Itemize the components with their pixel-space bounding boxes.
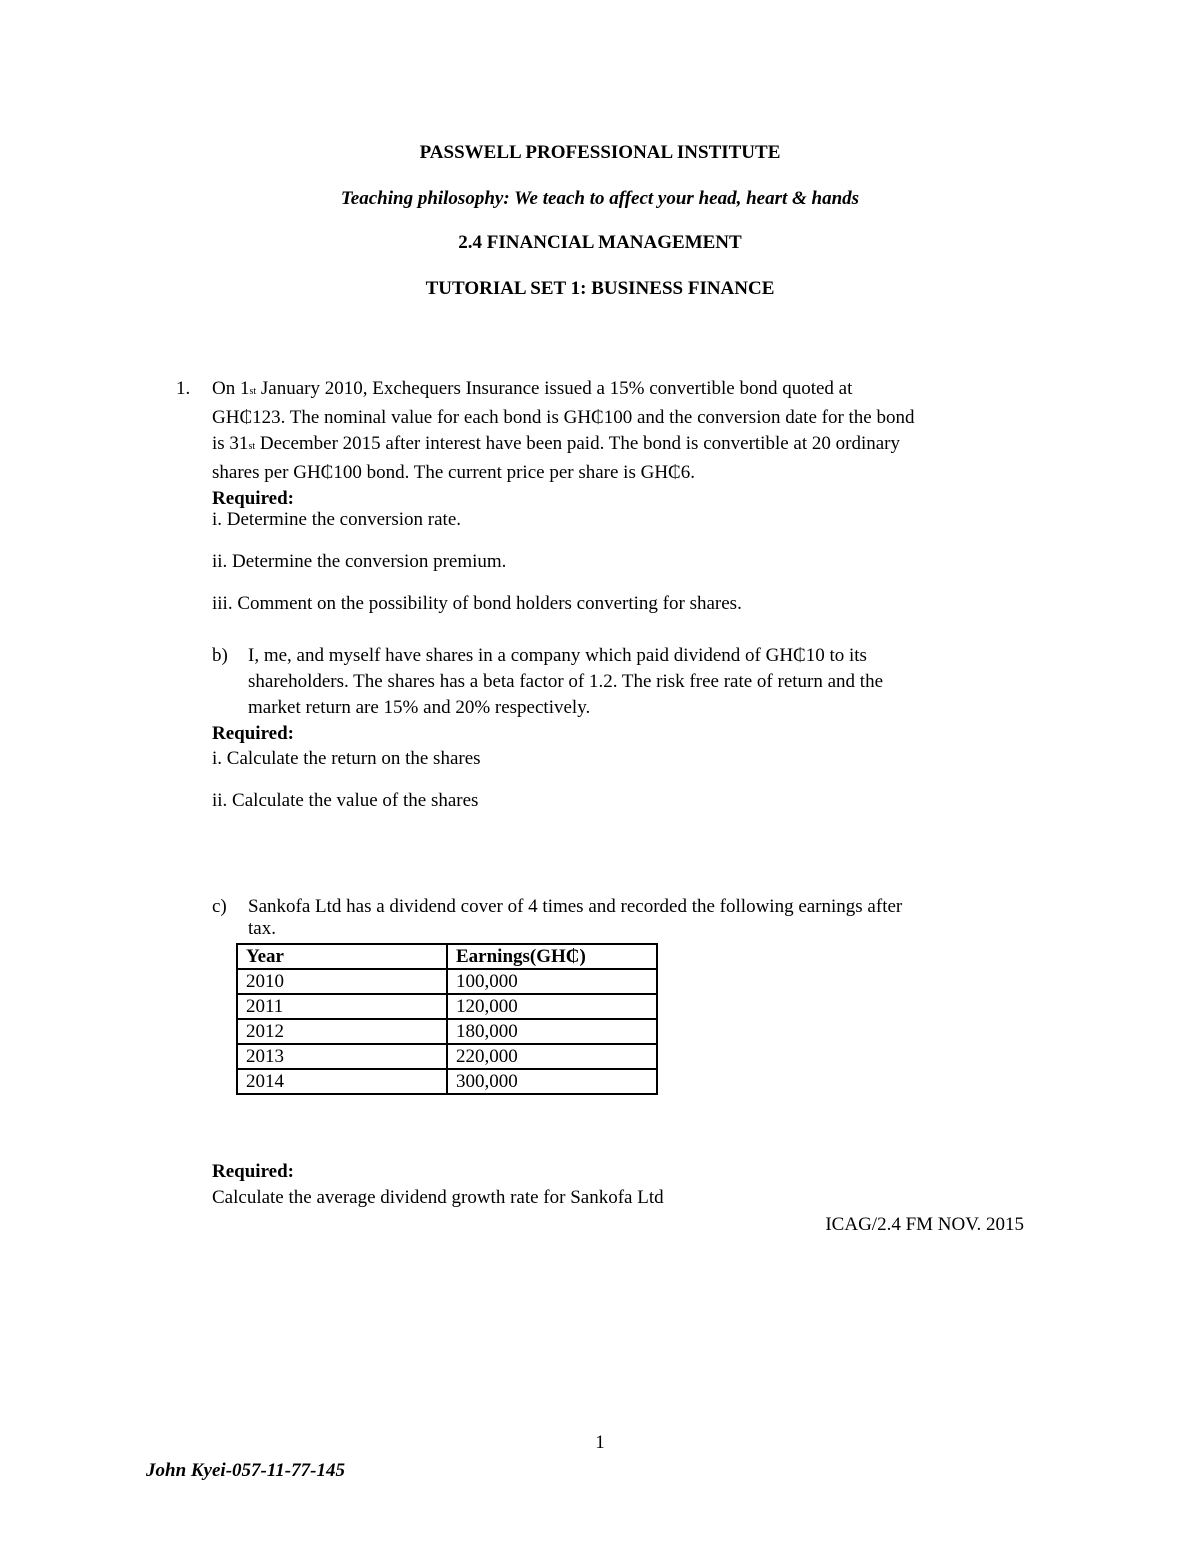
teaching-philosophy: Teaching philosophy: We teach to affect your head, heart & hands: [340, 188, 860, 209]
q1-line-1-b: January 2010, Exchequers Insurance issued a 15% convertible bond quoted at: [256, 378, 853, 399]
q1-line-2: GH₵123. The nominal value for each bond is GH₵100 and the conversion date for the bond: [212, 407, 915, 428]
q1-line-1: [212, 376, 915, 405]
table-header-year: Year: [237, 944, 447, 969]
author-contact: John Kyei-057-11-77-145: [146, 1460, 345, 1481]
table-cell-year: 2014: [237, 1069, 447, 1094]
q1-item-3: iii. Comment on the possibility of bond holders converting for shares.: [212, 593, 742, 614]
exam-source: ICAG/2.4 FM NOV. 2015: [825, 1214, 1024, 1235]
table-row: [237, 1044, 657, 1069]
earnings-table: [236, 943, 658, 1095]
part-c-line-1: Sankofa Ltd has a dividend cover of 4 times and recorded the following earnings after: [248, 896, 903, 917]
table-cell-earnings: 300,000: [447, 1069, 657, 1094]
table-row: [237, 1019, 657, 1044]
table-header-row: [237, 944, 657, 969]
question-1-body: [212, 376, 915, 512]
table-row: [237, 969, 657, 994]
table-row: [237, 994, 657, 1019]
part-b-line-2: shareholders. The shares has a beta factor of 1.2. The risk free rate of return and the: [248, 671, 884, 692]
question-number: 1.: [176, 378, 191, 399]
q1-required: Required:: [212, 488, 294, 509]
q1-line-3: [212, 431, 915, 460]
table-cell-earnings: 220,000: [447, 1044, 657, 1069]
q1-line-1-a: On 1: [212, 378, 250, 399]
part-b-body: [248, 643, 883, 721]
part-b-item-2: ii. Calculate the value of the shares: [212, 790, 479, 811]
part-c-task: Calculate the average dividend growth rate for Sankofa Ltd: [212, 1187, 664, 1208]
tutorial-title: TUTORIAL SET 1: BUSINESS FINANCE: [425, 278, 775, 299]
q1-line-3-b: December 2015 after interest have been paid. The bond is convertible at 20 ordinary: [255, 433, 900, 454]
page-number: 1: [595, 1432, 605, 1453]
q1-line-3-a: is 31: [212, 433, 249, 454]
institute-title: PASSWELL PROFESSIONAL INSTITUTE: [419, 142, 781, 163]
part-c-label: c): [212, 896, 227, 917]
part-b-label: b): [212, 645, 228, 666]
course-title: 2.4 FINANCIAL MANAGEMENT: [458, 232, 742, 253]
table-cell-earnings: 120,000: [447, 994, 657, 1019]
table-cell-earnings: 100,000: [447, 969, 657, 994]
table-cell-year: 2010: [237, 969, 447, 994]
q1-line-3-ordinal: st: [248, 441, 256, 452]
table-cell-year: 2013: [237, 1044, 447, 1069]
part-b-line-1: I, me, and myself have shares in a company which paid dividend of GH₵10 to its: [248, 645, 867, 666]
part-c-required: Required:: [212, 1161, 294, 1182]
table-header-earnings: Earnings(GH₵): [447, 944, 657, 969]
part-c-body: [248, 894, 902, 938]
table-cell-earnings: 180,000: [447, 1019, 657, 1044]
q1-item-1: i. Determine the conversion rate.: [212, 509, 462, 530]
table-row: [237, 1069, 657, 1094]
q1-line-4: shares per GH₵100 bond. The current price per share is GH₵6.: [212, 462, 695, 483]
table-cell-year: 2012: [237, 1019, 447, 1044]
q1-line-1-ordinal: st: [249, 386, 257, 397]
part-b-line-3: market return are 15% and 20% respectively.: [248, 697, 591, 718]
part-b-item-1: i. Calculate the return on the shares: [212, 748, 481, 769]
part-c-line-2: tax.: [248, 918, 276, 939]
q1-item-2: ii. Determine the conversion premium.: [212, 551, 507, 572]
table-cell-year: 2011: [237, 994, 447, 1019]
part-b-required: Required:: [212, 723, 294, 744]
